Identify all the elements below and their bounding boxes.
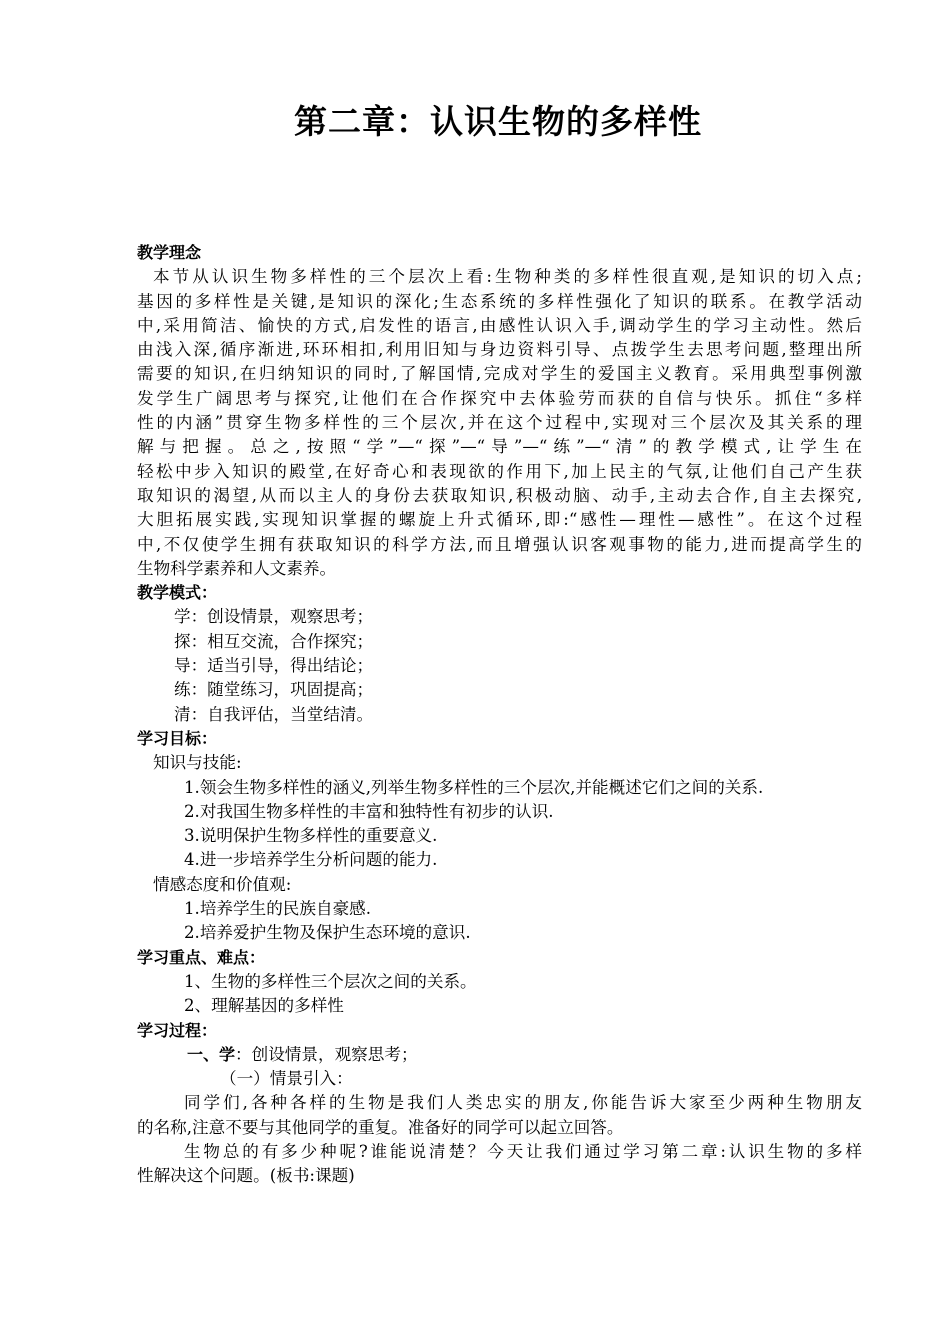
process-paragraph-line: 生物总的有多少种呢?谁能说清楚？今天让我们通过学习第二章:认识生物的多样 (184, 1141, 862, 1161)
process-sub-heading: （一）情景引入： (220, 1069, 353, 1089)
document-body (137, 241, 862, 1189)
attitude-item: 1.培养学生的民族自豪感. (184, 899, 372, 919)
concept-line: 解与把握。总之,按照“学”—“探”—“导”—“练”—“清”的教学模式,让学生在 (137, 437, 862, 457)
page-title: 第二章：认识生物的多样性 (294, 102, 702, 141)
heading-learning-goals: 学习目标： (137, 728, 218, 748)
mode-item: 学：创设情景，观察思考； (174, 607, 374, 627)
mode-item: 导：适当引导，得出结论； (174, 656, 374, 676)
knowledge-item: 3.说明保护生物多样性的重要意义. (184, 826, 438, 846)
process-step-one-label: 一、学 (187, 1044, 236, 1064)
concept-line: 本节从认识生物多样性的三个层次上看:生物种类的多样性很直观,是知识的切入点; (153, 267, 862, 287)
concept-line: 中,不仅使学生拥有获取知识的科学方法,而且增强认识客观事物的能力,进而提高学生的 (137, 534, 862, 554)
concept-line: 需要的知识,在归纳知识的同时,了解国情,完成对学生的爱国主义教育。采用典型事例激 (137, 364, 862, 384)
mode-item: 清：自我评估，当堂结清。 (174, 704, 374, 724)
process-paragraph-line: 同学们,各种各样的生物是我们人类忠实的朋友,你能告诉大家至少两种生物朋友 (184, 1093, 862, 1113)
knowledge-heading: 知识与技能: (153, 753, 242, 773)
attitude-item: 2.培养爱护生物及保护生态环境的意识. (184, 923, 471, 943)
key-point-item: 2、理解基因的多样性 (184, 996, 344, 1016)
process-step-one-text: ：创设情景，观察思考； (235, 1044, 418, 1064)
concept-line: 发学生广阔思考与探究,让他们在合作探究中去体验劳而获的自信与快乐。抓住“多样 (137, 388, 862, 408)
heading-learning-process: 学习过程： (137, 1020, 218, 1040)
concept-line: 性的内涵”贯穿生物多样性的三个层次,并在这个过程中,实现对三个层次及其关系的理 (137, 413, 862, 433)
knowledge-item: 4.进一步培养学生分析问题的能力. (184, 850, 438, 870)
concept-line: 取知识的渴望,从而以主人的身份去获取知识,积极动脑、动手,主动去合作,自主去探究, (137, 485, 862, 505)
mode-item: 探：相互交流，合作探究； (174, 631, 374, 651)
knowledge-item: 1.领会生物多样性的涵义,列举生物多样性的三个层次,并能概述它们之间的关系. (184, 777, 764, 797)
heading-key-points: 学习重点、难点： (137, 947, 266, 967)
concept-line: 由浅入深,循序渐进,环环相扣,利用旧知与身边资料引导、点拨学生去思考问题,整理出所 (137, 340, 862, 360)
concept-line: 基因的多样性是关键,是知识的深化;生态系统的多样性强化了知识的联系。在教学活动 (137, 291, 862, 311)
process-step-one (137, 1043, 862, 1067)
mode-item: 练：随堂练习，巩固提高； (174, 680, 374, 700)
process-paragraph-line: 性解决这个问题。(板书:课题) (137, 1166, 355, 1186)
knowledge-item: 2.对我国生物多样性的丰富和独特性有初步的认识. (184, 801, 554, 821)
concept-line: 生物科学素养和人文素养。 (137, 558, 337, 578)
heading-teaching-concept: 教学理念 (137, 243, 202, 262)
heading-teaching-mode: 教学模式： (137, 583, 218, 603)
attitude-heading: 情感态度和价值观: (153, 874, 292, 894)
concept-line: 中,采用简洁、愉快的方式,启发性的语言,由感性认识入手,调动学生的学习主动性。然后 (137, 315, 862, 335)
key-point-item: 1、生物的多样性三个层次之间的关系。 (184, 971, 477, 991)
process-paragraph-line: 的名称,注意不要与其他同学的重复。准备好的同学可以起立回答。 (137, 1117, 624, 1137)
concept-line: 大胆拓展实践,实现知识掌握的螺旋上升式循环,即:“感性—理性—感性”。在这个过程 (137, 510, 862, 530)
concept-line: 轻松中步入知识的殿堂,在好奇心和表现欲的作用下,加上民主的气氛,让他们自己产生获 (137, 461, 862, 481)
